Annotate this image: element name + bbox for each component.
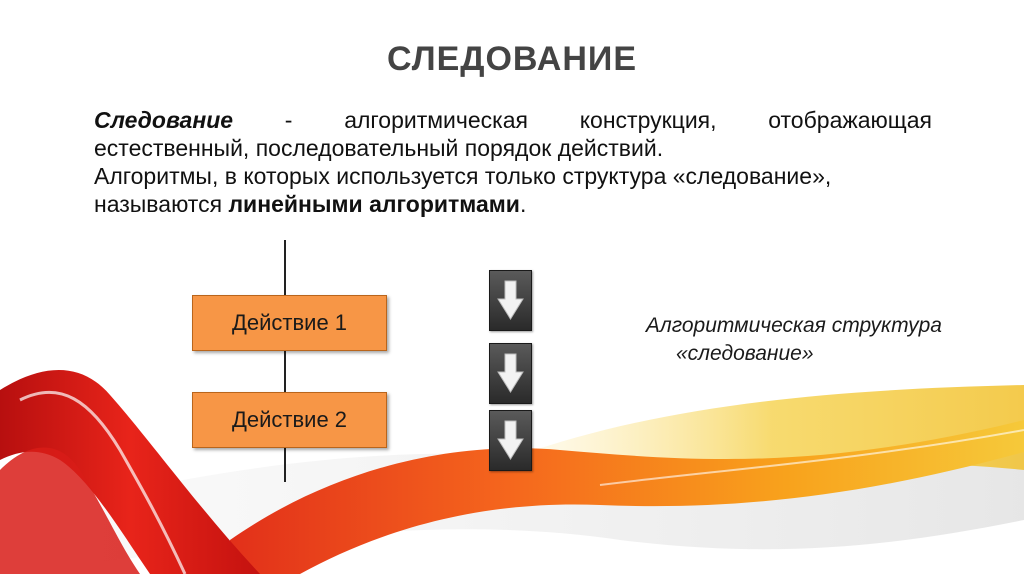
linear-algorithms-term: линейными алгоритмами: [228, 191, 520, 217]
definition-word: отображающая: [768, 107, 932, 133]
action-2-label: Действие 2: [231, 407, 348, 432]
action-1-box: [192, 295, 387, 351]
caption-line-1: Алгоритмическая структура: [645, 314, 942, 337]
definition-word: алгоритмическая: [344, 107, 528, 133]
linear-line-1: Алгоритмы, в которых используется только структура «следование»,: [94, 163, 832, 189]
definition-word: конструкция,: [579, 107, 717, 133]
action-1-label: Действие 1: [231, 310, 348, 335]
down-arrow-icon: [489, 343, 532, 404]
action-2-box: [192, 392, 387, 448]
caption-line-2: «следование»: [676, 342, 814, 365]
down-arrow-icon: [489, 410, 532, 471]
down-arrow-icon: [489, 270, 532, 331]
linear-prefix: называются: [94, 191, 229, 217]
definition-term: Следование: [94, 107, 234, 133]
diagram-caption: [590, 312, 942, 368]
definition-line-2: естественный, последовательный порядок действий.: [94, 135, 664, 161]
slide-title: СЛЕДОВАНИЕ: [387, 40, 637, 78]
definition-word: -: [284, 107, 293, 133]
linear-suffix: .: [519, 191, 527, 217]
